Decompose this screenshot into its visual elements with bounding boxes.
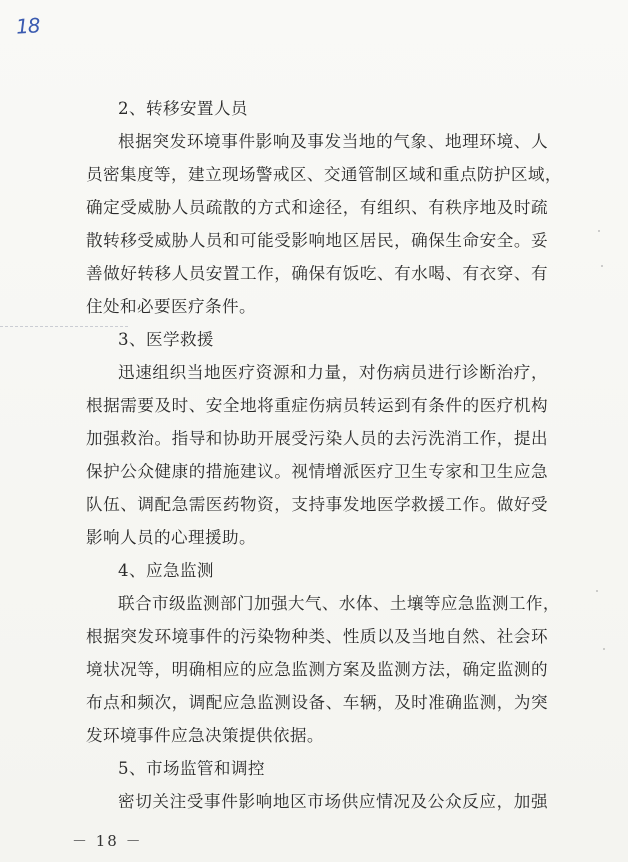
paragraph-line: 员密集度等，建立现场警戒区、交通管制区域和重点防护区域，	[86, 165, 562, 184]
paragraph-line: 保护公众健康的措施建议。视情增派医疗卫生专家和卫生应急	[86, 462, 548, 481]
scan-artifact-dot	[598, 230, 600, 232]
body-text	[86, 92, 562, 818]
paragraph-line: 队伍、调配急需医药物资，支持事发地医学救援工作。做好受	[86, 495, 548, 514]
paragraph-line: 根据突发环境事件影响及事发当地的气象、地理环境、人	[118, 132, 548, 151]
section-heading: 4、应急监测	[118, 561, 214, 580]
paragraph-line: 根据需要及时、安全地将重症伤病员转运到有条件的医疗机构	[86, 396, 548, 415]
page-number: － 18 －	[72, 832, 143, 850]
paragraph-line: 根据突发环境事件的污染物种类、性质以及当地自然、社会环	[86, 627, 548, 646]
handwritten-page-mark: 18	[15, 13, 41, 39]
paragraph-line: 联合市级监测部门加强大气、水体、土壤等应急监测工作，	[118, 594, 560, 613]
paragraph-line: 迅速组织当地医疗资源和力量，对伤病员进行诊断治疗，	[118, 363, 548, 382]
paragraph-line: 散转移受威胁人员和可能受影响地区居民，确保生命安全。妥	[86, 231, 548, 250]
paragraph-line: 住处和必要医疗条件。	[86, 297, 256, 316]
paragraph-line: 影响人员的心理援助。	[86, 528, 256, 547]
paragraph-line: 密切关注受事件影响地区市场供应情况及公众反应，加强	[118, 792, 548, 811]
scan-artifact-dot	[601, 265, 603, 267]
paragraph-line: 发环境事件应急决策提供依据。	[86, 726, 324, 745]
section-heading: 5、市场监管和调控	[118, 759, 265, 778]
paragraph-line: 境状况等，明确相应的应急监测方案及监测方法，确定监测的	[86, 660, 548, 679]
scan-artifact-dot	[603, 648, 605, 650]
paragraph-line: 善做好转移人员安置工作，确保有饭吃、有水喝、有衣穿、有	[86, 264, 548, 283]
paragraph-line: 布点和频次，调配应急监测设备、车辆，及时准确监测，为突	[86, 693, 548, 712]
paragraph-line: 加强救治。指导和协助开展受污染人员的去污洗消工作，提出	[86, 429, 548, 448]
paragraph-line: 确定受威胁人员疏散的方式和途径，有组织、有秩序地及时疏	[86, 198, 548, 217]
section-heading: 2、转移安置人员	[118, 99, 248, 118]
scan-artifact-dot	[596, 590, 598, 592]
section-heading: 3、医学救援	[118, 330, 214, 349]
